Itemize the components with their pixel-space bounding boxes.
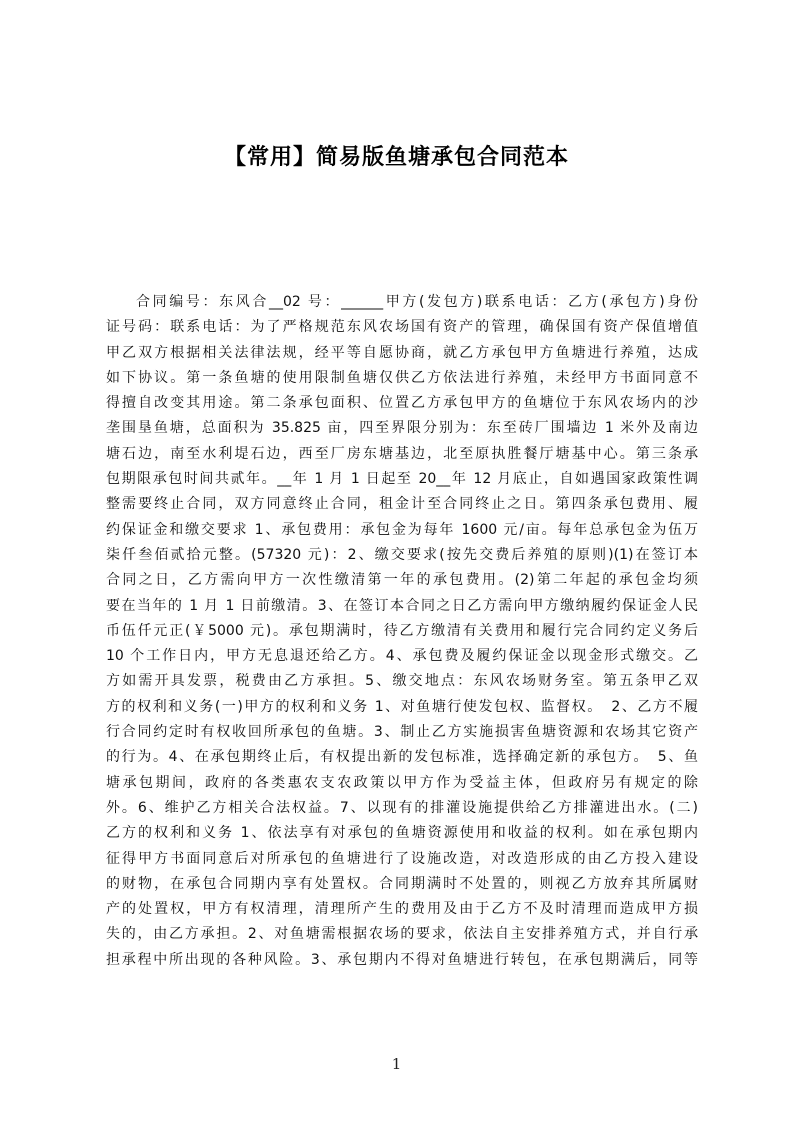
text-line: 外。6、维护乙方相关合法权益。7、以现有的排灌设施提供给乙方排灌进出水。(二) [106,799,698,816]
text-line: 甲乙双方根据相关法律法规，经平等自愿协商，就乙方承包甲方鱼塘进行养殖，达成 [106,344,698,361]
text-line: 得擅自改变其用途。第二条承包面积、位置乙方承包甲方的鱼塘位于东风农场内的沙 [106,395,698,412]
text-line: 合同之日，乙方需向甲方一次性缴清第一年的承包费用。(2)第二年起的承包金均须 [106,572,698,589]
text-line: 征得甲方书面同意后对所承包的鱼塘进行了设施改造，对改造形成的由乙方投入建设 [106,850,698,867]
text-line: 包期限承包时间共贰年。__年 1 月 1 日起至 20__年 12 月底止，自如遇国家政策性调 [106,471,698,488]
contract-body [106,290,698,973]
page-number: 1 [391,1055,402,1073]
text-line: 的行为。4、在承包期终止后，有权提出新的发包标准，选择确定新的承包方。 5、鱼 [106,749,698,766]
text-line: 垄围垦鱼塘，总面积为 35.825 亩，四至界限分别为：东至砖厂围墙边 1 米外及南边 [106,420,698,437]
text-line: 柒仟叁佰贰拾元整。(57320 元)：2、缴交要求(按先交费后养殖的原则)(1)在签订本 [106,546,698,563]
text-line: 方的权利和义务(一)甲方的权利和义务 1、对鱼塘行使发包权、监督权。 2、乙方不履 [106,698,698,715]
text-line: 约保证金和缴交要求 1、承包费用：承包金为每年 1600 元/亩。每年总承包金为伍万 [106,521,698,538]
text-line: 方如需开具发票，税费由乙方承担。5、缴交地点：东风农场财务室。第五条甲乙双 [106,673,698,690]
text-line: 担承程中所出现的各种风险。3、承包期内不得对鱼塘进行转包，在承包期满后，同等 [106,951,698,968]
text-line: 塘石边，南至水利堤石边，西至厂房东塘基边，北至原执胜餐厅塘基中心。第三条承 [106,445,698,462]
text-line: 产的处置权，甲方有权清理，清理所产生的费用及由于乙方不及时清理而造成甲方损 [106,901,698,918]
text-line: 币伍仟元正(￥5000 元)。承包期满时，待乙方缴清有关费用和履行完合同约定义务后 [106,622,698,639]
text-line: 乙方的权利和义务 1、依法享有对承包的鱼塘资源使用和收益的权利。如在承包期内 [106,825,698,842]
text-line: 10 个工作日内，甲方无息退还给乙方。4、承包费及履约保证金以现金形式缴交。乙 [106,648,698,665]
text-line: 如下协议。第一条鱼塘的使用限制鱼塘仅供乙方依法进行养殖，未经甲方书面同意不 [106,369,698,386]
text-line: 合同编号：东风合__02 号：______甲方(发包方)联系电话：乙方(承包方)身份 [136,294,698,310]
text-line: 的财物，在承包合同期内享有处置权。合同期满时不处置的，则视乙方放弃其所属财 [106,875,698,892]
text-line: 失的，由乙方承担。2、对鱼塘需根据农场的要求，依法自主安排养殖方式，并自行承 [106,926,698,943]
text-line: 整需要终止合同，双方同意终止合同，租金计至合同终止之日。第四条承包费用、履 [106,496,698,513]
document-title: 【常用】简易版鱼塘承包合同范本 [223,145,569,170]
text-line: 要在当年的 1 月 1 日前缴清。3、在签订本合同之日乙方需向甲方缴纳履约保证金人民 [106,597,698,614]
text-line: 行合同约定时有权收回所承包的鱼塘。3、制止乙方实施损害鱼塘资源和农场其它资产 [106,724,698,741]
text-line: 塘承包期间，政府的各类惠农支农政策以甲方作为受益主体，但政府另有规定的除 [106,774,698,791]
text-line: 证号码：联系电话：为了严格规范东风农场国有资产的管理，确保国有资产保值增值 [106,319,698,336]
